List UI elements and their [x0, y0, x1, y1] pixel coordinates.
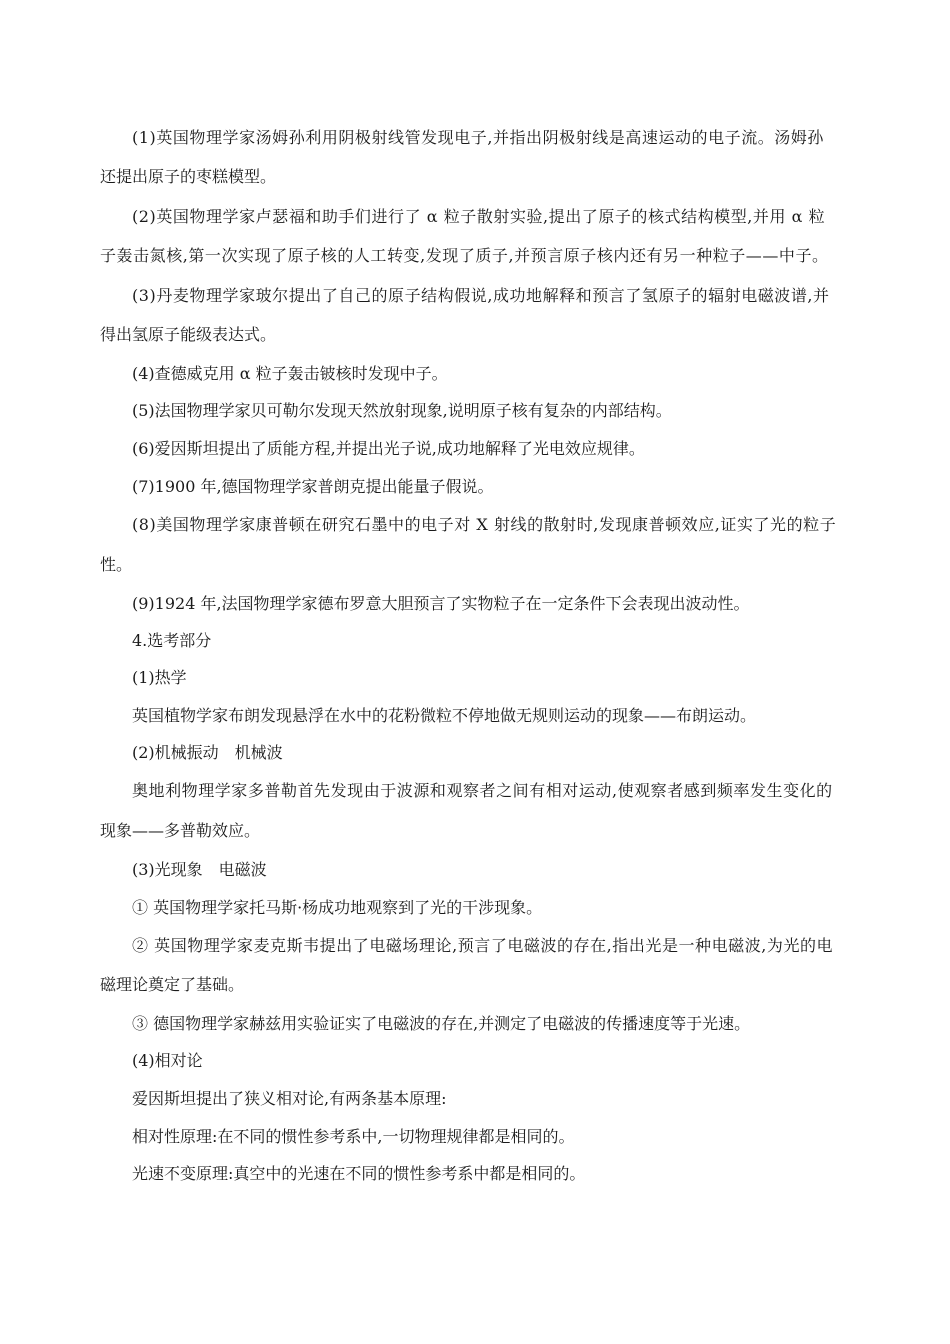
para-einstein: 爱因斯坦提出了狭义相对论,有两条基本原理:	[132, 1089, 447, 1108]
para-light-speed-principle: 光速不变原理:真空中的光速在不同的惯性参考系中都是相同的。	[132, 1164, 586, 1183]
para-7: (7)1900 年,德国物理学家普朗克提出能量子假说。	[132, 477, 494, 496]
para-1-line-1: (1)英国物理学家汤姆孙利用阴极射线管发现电子,并指出阴极射线是高速运动的电子流。汤姆孙	[132, 128, 824, 147]
para-6: (6)爱因斯坦提出了质能方程,并提出光子说,成功地解释了光电效应规律。	[132, 439, 645, 458]
para-4: (4)查德威克用 α 粒子轰击铍核时发现中子。	[132, 364, 448, 383]
para-5: (5)法国物理学家贝可勒尔发现天然放射现象,说明原子核有复杂的内部结构。	[132, 401, 672, 420]
subsection-heat: (1)热学	[132, 668, 187, 687]
item-young: ① 英国物理学家托马斯·杨成功地观察到了光的干涉现象。	[132, 898, 543, 917]
para-relativity-principle: 相对性原理:在不同的惯性参考系中,一切物理规律都是相同的。	[132, 1127, 575, 1146]
para-3-line-1: (3)丹麦物理学家玻尔提出了自己的原子结构假说,成功地解释和预言了氢原子的辐射电磁波谱,并	[132, 286, 830, 305]
subsection-light: (3)光现象 电磁波	[132, 860, 267, 879]
para-doppler-line-2: 现象——多普勒效应。	[100, 821, 261, 840]
subsection-relativity: (4)相对论	[132, 1051, 203, 1070]
para-8-line-1: (8)美国物理学家康普顿在研究石墨中的电子对 X 射线的散射时,发现康普顿效应,证实了光的粒子	[132, 515, 837, 534]
para-doppler-line-1: 奥地利物理学家多普勒首先发现由于波源和观察者之间有相对运动,使观察者感到频率发生变化的	[132, 781, 833, 800]
para-2-line-1: (2)英国物理学家卢瑟福和助手们进行了 α 粒子散射实验,提出了原子的核式结构模型,并用 α 粒	[132, 207, 826, 226]
para-brownian: 英国植物学家布朗发现悬浮在水中的花粉微粒不停地做无规则运动的现象——布朗运动。	[132, 706, 757, 725]
para-9: (9)1924 年,法国物理学家德布罗意大胆预言了实物粒子在一定条件下会表现出波动性。	[132, 594, 750, 613]
item-maxwell-line-1: ② 英国物理学家麦克斯韦提出了电磁场理论,预言了电磁波的存在,指出光是一种电磁波,为光的电	[132, 936, 834, 955]
para-8-line-2: 性。	[100, 555, 133, 574]
section-heading: 4.选考部分	[132, 631, 212, 650]
para-2-line-2: 子轰击氮核,第一次实现了原子核的人工转变,发现了质子,并预言原子核内还有另一种粒子——中子。	[100, 246, 829, 265]
item-hertz: ③ 德国物理学家赫兹用实验证实了电磁波的存在,并测定了电磁波的传播速度等于光速。	[132, 1014, 751, 1033]
subsection-vibration: (2)机械振动 机械波	[132, 743, 283, 762]
para-3-line-2: 得出氢原子能级表达式。	[100, 325, 277, 344]
para-1-line-2: 还提出原子的枣糕模型。	[100, 167, 277, 186]
item-maxwell-line-2: 磁理论奠定了基础。	[100, 975, 245, 994]
